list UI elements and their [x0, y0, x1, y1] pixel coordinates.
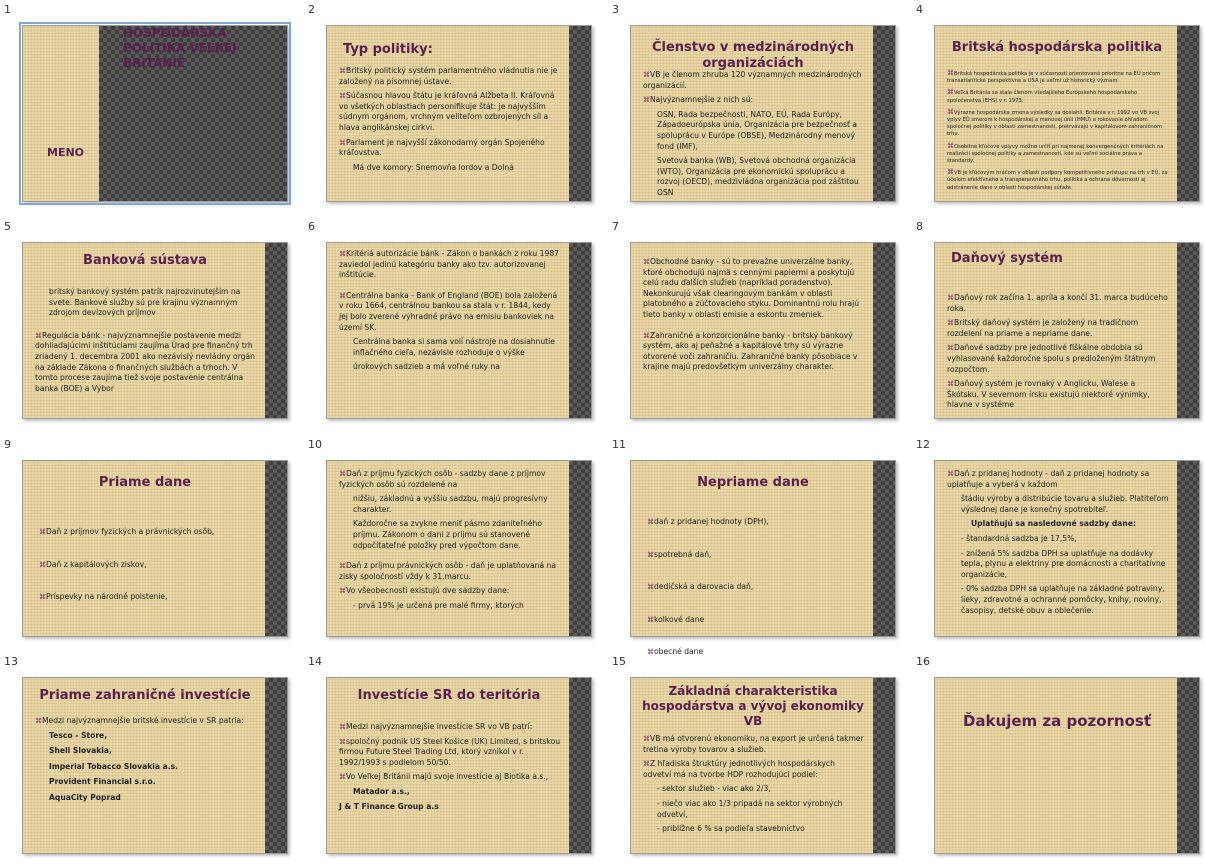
decorative-stripe — [265, 461, 287, 636]
bullet: ⌘ Daňové sadzby pre jednotlivé fiškálne obdobia sú vyhlasované každoročne spolu s predloženým štátnym rozpočtom. — [947, 343, 1169, 375]
slide-preview — [22, 460, 288, 637]
bullet: ⌘ VB je členom zhruba 120 významných medzinárodných organizácií. — [643, 70, 865, 91]
bullet: ⌘ kolkové dane — [647, 615, 865, 626]
paragraph: - prvá 19% je určená pre malé firmy, ktorých — [353, 600, 524, 610]
paragraph: Imperial Tobacco Slovakia a.s. — [49, 761, 179, 771]
decorative-stripe — [1177, 461, 1199, 636]
bullet: ⌘ Kritériá autorizácie bánk - Zákon o bankách z roku 1987 zaviedol jedinú kategóriu banky ako tzv. autorizovanej inštitúcie. — [339, 249, 561, 281]
paragraph: - znížená 5% sadzba DPH sa uplatňuje na dodávky tepla, plynu a elektriny pre domácnosti a charitatívne organizácie, — [961, 548, 1166, 579]
slide-title: Typ politiky: — [343, 42, 433, 57]
bullet: ⌘ Najvýznamnejšie z nich sú: — [643, 95, 865, 106]
bullet: ⌘ Daň z príjmu právnických osôb - daň je uplatňovaná na zisky spoločností vždy k 31.marcu. — [339, 561, 561, 582]
bullet: ⌘ VB má otvorenú ekonomiku, na export je určená takmer tretina výroby tovarov a služieb. — [643, 734, 865, 755]
slide-preview — [934, 242, 1200, 419]
bullet: ⌘ Medzi najvýznamnejšie investície SR vo VB patrí: — [339, 722, 561, 733]
slide-number: 15 — [612, 655, 626, 668]
slide-preview — [630, 460, 896, 657]
slide-thumbnail-2[interactable] — [304, 0, 599, 212]
paragraph: štádiu výroby a distribúcie tovaru a služieb. Platiteľom výslednej dane je konečný spotrebiteľ. — [961, 494, 1169, 514]
slide-preview — [22, 242, 288, 419]
paragraph: Centrálna banka si sama volí nástroje na dosiahnutie inflačného cieľa, nezávisle rozhoduje o výške — [353, 337, 555, 357]
slide-preview — [326, 25, 592, 202]
paragraph: Matador a.s., — [353, 786, 410, 796]
slide-number: 10 — [308, 438, 322, 451]
bullet: ⌘ Daň z kapitálových ziskov, — [39, 560, 257, 571]
decorative-stripe — [265, 678, 287, 853]
paragraph: britský bankový systém patrík najrozvinutejším na svete. Bankové služby sú pre krajinu významným zdrojom devízových príjmov — [49, 287, 241, 318]
bullet: ⌘ Daň z príjmov fyzických a právnických osôb, — [39, 527, 257, 538]
decorative-stripe — [569, 26, 591, 201]
bullet: ⌘ VB je kľúčovým hráčom v oblasti podpory kompetitívneho prístupu na trh v EÚ, za účelom efektívneho a transparentného trhu, politika a ochrana dôvernosti aj odstránenie dane v oblasti hospodárskej súťaže. — [947, 169, 1169, 192]
slide-thumbnail-10[interactable] — [304, 435, 599, 647]
bullet: ⌘ Daňový systém je rovnaký v Anglicku, Walese a Škótsku. V severnom írsku existujú niektoré výnimky, hlavne v systéme — [947, 379, 1169, 411]
bullet: ⌘ Súčasnou hlavou štátu je kráľovná Alžbeta II. Kráľovná vo všetkých oblastiach personifikuje štát: je najvyšším súdnym orgánom, vrchným veliteľom ozbrojených síl a hlava anglikánskej cirkvi. — [339, 91, 561, 133]
bullet: ⌘ Výrazne hospodárska zmena výsledky sa dosiahli. Británia v r. 1992 vo VB svoj vplyv EÚ smerom k hospodárskej a menovej únii (HMÚ) a rokovanie ohľadom spoločnej politiky v oblasti zamestnanosti, pretrvávajú v kapitálovom zahraničnom trhu. — [947, 109, 1169, 139]
slide-number: 1 — [4, 3, 11, 16]
decorative-stripe — [873, 26, 895, 201]
slide-body — [643, 257, 865, 418]
slide-preview — [630, 677, 896, 854]
paragraph: - sektor služieb - viac ako 2/3, — [657, 784, 771, 794]
paragraph: Shell Slovakia, — [49, 746, 112, 756]
slide-number: 14 — [308, 655, 322, 668]
slide-preview — [934, 677, 1200, 854]
slide-title: Banková sústava — [83, 253, 207, 268]
decorative-stripe — [569, 678, 591, 853]
bullet: ⌘ Medzi najvýznamnejšie britské investície v SR patria: — [35, 716, 257, 727]
slide-preview — [326, 242, 592, 419]
slide-body — [947, 469, 1169, 636]
slide-thumbnail-6[interactable] — [304, 217, 599, 429]
decorative-stripe — [1177, 243, 1199, 418]
slide-body — [339, 66, 561, 201]
bullet: ⌘ Britská hospodárska politika je v súčasnosti orientovaná prioritne na EÚ pričom transatlantické perspektívne a USA je veľmi už historický význam. — [947, 70, 1169, 85]
paragraph: AquaCity Poprad — [49, 792, 121, 802]
decorative-stripe — [1177, 678, 1199, 853]
bullet: ⌘ Centrálna banka - Bank of England (BOE) bola založená v roku 1664, centrálnou bankou sa stala v r. 1844, kedy jej bolo zverené výhradné právo na emisiu bankoviek na území SK. — [339, 291, 561, 333]
slide-number: 12 — [916, 438, 930, 451]
slide-thumbnail-7[interactable] — [608, 217, 903, 429]
bullet: ⌘ Daňový rok začína 1. apríla a končí 31. marca budúceho roka. — [947, 293, 1169, 314]
slide-preview — [934, 460, 1200, 637]
slide-number: 9 — [4, 438, 11, 451]
slide-preview — [22, 677, 288, 854]
bullet: ⌘ Daň z pridanej hodnoty - daň z pridanej hodnoty sa uplatňuje a vyberá v každom — [947, 469, 1169, 490]
paragraph: OSN, Rada bezpečnosti, NATO, EÚ, Rada Európy, Západoeurópska únia, Organizácia pre bezpečnosť a spoluprácu v Európe (OBSE), Medzinárodný menový fond (IMF), — [657, 109, 858, 151]
bullet: ⌘ Britský politický systém parlamentného vládnutia nie je založený na písomnej ústave. — [339, 66, 561, 87]
slide-number: 6 — [308, 220, 315, 233]
paragraph: Uplatňujú sa nasledovné sadzby dane: — [971, 519, 1137, 529]
slide-body — [643, 70, 865, 201]
slide-body — [647, 517, 865, 657]
bullet: ⌘ Vo Veľkej Británii majú svoje investície aj Biotika a.s., — [339, 772, 561, 783]
slide-thumbnail-11[interactable] — [608, 435, 903, 657]
slide-thumbnail-4[interactable] — [912, 0, 1205, 212]
decorative-stripe — [873, 461, 895, 636]
paragraph: Má dve komory: Snemovňa lordov a Dolná — [353, 162, 514, 172]
slide-number: 16 — [916, 655, 930, 668]
bullet: ⌘ Veľká Británia sa stala členom vtedajšieho Európskeho hospodárskeho spoločenstva (EHS) v r. 1973. — [947, 89, 1169, 104]
slide-preview — [326, 460, 592, 637]
slide-preview — [326, 677, 592, 854]
slide-body — [35, 716, 257, 853]
slide-title: Ďakujem za pozornosť — [962, 712, 1152, 730]
bullet: ⌘ Z hľadiska štruktúry jednotlivých hospodárskych odvetví má na tvorbe HDP rozhodujúci podiel: — [643, 759, 865, 780]
slide-number: 7 — [612, 220, 619, 233]
paragraph: - niečo viac ako 1/3 pripadá na sektor výrobných odvetví, — [657, 798, 843, 819]
slide-title: Investície SR do teritória — [357, 688, 541, 703]
slide-subtitle: MENO — [47, 146, 85, 159]
paragraph: Tesco - Store, — [49, 730, 108, 740]
slide-thumbnail-13[interactable] — [0, 652, 295, 864]
slide-title: Základná charakteristika hospodárstva a vývoj ekonomiky VB — [642, 684, 864, 728]
decorative-stripe — [265, 243, 287, 418]
slide-preview — [22, 25, 288, 202]
paragraph: Provident Financial s.r.o. — [49, 777, 156, 787]
slide-thumbnail-16[interactable] — [912, 652, 1205, 864]
paragraph: nižšiu, základnú a vyššiu sadzbu, majú progresívny charakter. — [353, 494, 548, 514]
slide-body — [339, 469, 561, 636]
slide-title: Britská hospodárska politika — [951, 40, 1163, 55]
slide-body — [643, 734, 865, 853]
slide-title: Členstvo v medzinárodných organizáciách — [651, 40, 854, 71]
slide-number: 13 — [4, 655, 18, 668]
slide-body — [39, 527, 257, 636]
slide-thumbnail-14[interactable] — [304, 652, 599, 864]
slide-thumbnail-15[interactable] — [608, 652, 903, 864]
paragraph: - 0% sadzba DPH sa uplatňuje na základné potraviny, lieky, zdravotné a ochranné pomôcky, knihy, noviny, časopisy, detské obuv a oblečenie. — [961, 584, 1165, 615]
bullet: ⌘ daň z pridanej hodnoty (DPH), — [647, 517, 865, 528]
slide-thumbnail-12[interactable] — [912, 435, 1205, 647]
bullet: ⌘ Zahraničné a konzorcionálne banky - britský bankový systém, ako aj peňažné a kapitálové trhy sú výrazne otvorené voči zahraničiu. Zahraničné banky pôsobiace v krajine majú predovšetkým univerzálny charakter. — [643, 331, 865, 373]
slide-body — [339, 722, 561, 853]
decorative-stripe — [1177, 26, 1199, 201]
decorative-stripe — [873, 678, 895, 853]
slide-preview — [630, 25, 896, 202]
slide-preview — [934, 25, 1200, 202]
slide-number: 11 — [612, 438, 626, 451]
slide-title: Nepriame dane — [697, 475, 809, 490]
decorative-stripe — [873, 243, 895, 418]
bullet: ⌘ dedičská a darovacia daň, — [647, 582, 865, 593]
slide-number: 2 — [308, 3, 315, 16]
slide-body — [947, 293, 1169, 418]
slide-number: 5 — [4, 220, 11, 233]
slide-thumbnail-9[interactable] — [0, 435, 295, 647]
slide-body — [339, 249, 561, 418]
paragraph: Každoročne sa zvykne meniť pásmo zdaniteľného príjmu. Zákonom o dani z príjmu sú stanovené odpočítateľné položky pred výpočtom dane. — [353, 519, 543, 550]
bullet: ⌘ Britský daňový systém je založený na tradičnom rozdelení na priame a nepriame dane. — [947, 318, 1169, 339]
slide-number: 4 — [916, 3, 923, 16]
slide-title: Priame zahraničné investície — [39, 688, 251, 703]
slide-thumbnail-1[interactable] — [0, 0, 295, 212]
slide-body — [947, 70, 1169, 201]
bullet: ⌘ spotrebná daň, — [647, 550, 865, 561]
decorative-stripe — [569, 461, 591, 636]
slide-thumbnail-5[interactable] — [0, 217, 295, 429]
slide-number: 3 — [612, 3, 619, 16]
bullet: ⌘ Daň z príjmu fyzických osôb - sadzby dane z príjmov fyzických osôb sú rozdelené na — [339, 469, 561, 490]
paragraph: - štandardná sadzba je 17,5%, — [961, 533, 1077, 543]
bullet: ⌘ Príspevky na národné poistenie, — [39, 592, 257, 603]
bullet: ⌘ Regulácia bánk - najvýznamnejšie postavenie medzi dohliadajúcimi inštitúciami zaujíma Úrad pre finančný trh zriadený 1. decembra 2001 ako nezávislý nevládny orgán na základe Zákona o finančných službách a trhoch. V tomto procese zaujíma tiež svoje postavenie centrálna banka (BOE) a Výbor — [35, 331, 257, 395]
paragraph: - približne 6 % sa podieľa stavebníctvo — [657, 824, 805, 834]
slide-thumbnail-3[interactable] — [608, 0, 903, 212]
slide-thumbnail-8[interactable] — [912, 217, 1205, 429]
slide-title: Daňový systém — [951, 251, 1063, 266]
bullet: ⌘ Obchodné banky - sú to prevažne univerzálne banky, ktoré obchodujú najmä s cennými papiermi a poskytujú celú radu ďalších služieb (napríklad poradenstvo). Nekonkurujú však clearingovým bankám v oblasti platobného a zúčtovacieho styku. Dominantnú rolu hrajú tieto banky v oblasti emisie a eskontu zmeniek. — [643, 257, 865, 321]
slide-title: HOSPODÁRSKA POLITIKA VEĽKEJ BRITÁNIE — [123, 26, 237, 70]
slide-preview — [630, 242, 896, 419]
bullet: ⌘ Vo všeobecnosti existujú dve sadzby dane: — [339, 586, 561, 597]
bullet: ⌘ obecné dane — [647, 647, 865, 658]
paragraph: J & T Finance Group a.s — [339, 801, 439, 811]
decorative-stripe — [569, 243, 591, 418]
paragraph: úrokových sadzieb a má voľné ruky na — [353, 362, 500, 372]
bullet: ⌘ spoločný podnik US Steel Košice (UK) Limited, s britskou firmou Future Steel Trading Ltd, ktorý vznikol v r. 1992/1993 s podielom 50/50. — [339, 737, 561, 769]
bullet: ⌘ Parlament je najvyšší zákonodarný orgán Spojeného kráľovstva. — [339, 138, 561, 159]
slide-title: Priame dane — [98, 475, 192, 490]
paragraph: Svetová banka (WB), Svetová obchodná organizácia (WTO), Organizácia pre ekonomickú spoluprácu a rozvoj (OECD), medzivládna organizácia pod záštitou OSN — [657, 156, 859, 197]
slide-number: 8 — [916, 220, 923, 233]
slide-body — [35, 287, 257, 418]
bullet: ⌘ Osobitné kľúčové vplyvy možno určiť pri najmenej konvergenčných kritériách na realizácii spoločnej politiky a zamestnanosti, kde sú veľmi sociálne práva a štandardy. — [947, 143, 1169, 166]
